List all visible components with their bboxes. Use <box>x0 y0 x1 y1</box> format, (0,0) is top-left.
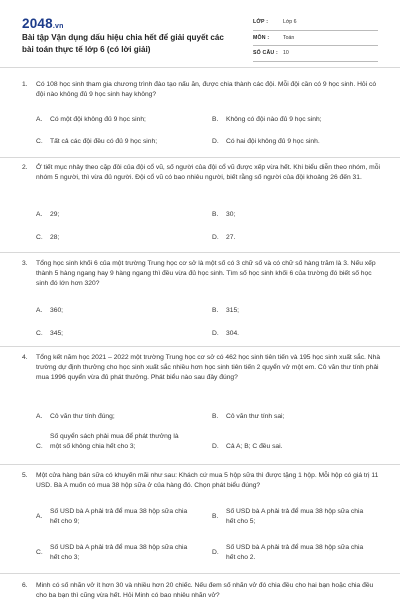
meta-row-grade <box>253 15 378 31</box>
option-text: 315; <box>226 307 240 314</box>
option-key: D. <box>212 234 219 241</box>
divider <box>0 252 400 253</box>
option-key: D. <box>212 549 219 556</box>
option-key: A. <box>36 307 43 314</box>
option-5a[interactable] <box>36 507 196 529</box>
question-4 <box>22 353 382 384</box>
option-text: 27. <box>226 234 236 241</box>
question-number: 2. <box>22 164 28 171</box>
option-key: C. <box>36 234 43 241</box>
question-number: 1. <box>22 81 28 88</box>
worksheet-title: Bài tập Vận dụng dấu hiệu chia hết để giải quyết các bài toán thực tế lớp 6 (có lời giải) <box>22 33 224 54</box>
divider <box>0 573 400 574</box>
option-text: Số quyển sách phải mua để phát thưởng là một số không chia hết cho 3; <box>50 433 179 450</box>
option-key: B. <box>212 413 219 420</box>
question-text: Một cửa hàng bán sữa có khuyến mãi như sau: Khách cứ mua 5 hộp sữa thì được tặng 1 hộp. Mỗi hộp có giá trị 11 USD. Bà A muốn có mua 38 hộp sữa ở của hàng đó. Chọn phát biểu đúng? <box>36 472 379 490</box>
question-text: Tổng học sinh khối 6 của một trường Trung học cơ sở là một số có 3 chữ số và có chữ số hàng trăm là 3. Nếu xếp thành 5 hàng ngang hay 9 hàng ngang thì đều vừa đủ học sinh. Tìm số học sinh khối 6 của trường đó biết số học sinh đó lớn hơn 320? <box>36 260 376 288</box>
question-text: Có 108 học sinh tham gia chương trình đào tạo nấu ăn, được chia thành các đội. Mỗi đội cần có 9 học sinh. Hỏi có đội nào không đủ 9 học sinh hay không? <box>36 81 377 99</box>
meta-label: LỚP : <box>253 19 269 26</box>
question-5 <box>22 471 382 491</box>
option-text: 360; <box>50 307 64 314</box>
question-text: Minh có số nhãn vở ít hơn 30 và nhiều hơn 20 chiếc. Nếu đem số nhãn vở đó chia đều cho hai bạn hoặc chia đều cho ba bạn thì cũng vừa hết. Hỏi Minh có bao nhiêu nhãn vở? <box>36 582 374 600</box>
divider <box>0 157 400 158</box>
option-text: Số USD bà A phải trả để mua 38 hộp sữa chia hết cho 9; <box>50 508 188 525</box>
question-number: 6. <box>22 582 28 589</box>
option-key: B. <box>212 211 219 218</box>
option-text: Cả A; B; C đều sai. <box>226 443 283 450</box>
option-text: Số USD bà A phải trả để mua 38 hộp sữa chia hết cho 5; <box>226 508 364 525</box>
option-key: B. <box>212 116 219 123</box>
option-key: C. <box>36 138 43 145</box>
option-5b[interactable] <box>212 507 372 529</box>
divider <box>0 67 400 68</box>
question-text: Tổng kết năm học 2021 – 2022 một trường Trung học cơ sở có 462 học sinh tiên tiến và 195 học sinh xuất sắc. Nhà trường dự định thưởng cho học sinh xuất sắc nhiều hơn học sinh tiên tiến 2 quyển vở một em. Cô văn thư tính phải mua 1996 quyển vừa đủ phát thưởng. Phát biểu nào sau đây đúng? <box>36 354 381 382</box>
option-key: D. <box>212 330 219 337</box>
question-1 <box>22 80 382 100</box>
question-2 <box>22 163 382 183</box>
option-text: 28; <box>50 234 60 241</box>
option-key: C. <box>36 330 43 337</box>
question-number: 4. <box>22 354 28 361</box>
option-text: 30; <box>226 211 236 218</box>
meta-label: SỐ CÂU : <box>253 50 278 57</box>
question-text: Ở tiết mục nhảy theo cặp đôi của đội cổ vũ, số người của đội cổ vũ được xếp vừa hết. Khi biểu diễn theo nhóm, mỗi nhóm 5 người, thì vừa đủ người. Đội cổ vũ có bao nhiêu người, biết rằng số người của đội khoảng 26 đến 31. <box>36 164 380 182</box>
option-text: Có một đội không đủ 9 học sinh; <box>50 116 146 123</box>
option-key: D. <box>212 138 219 145</box>
option-text: Không có đội nào đủ 9 học sinh; <box>226 116 322 123</box>
option-key: A. <box>36 211 43 218</box>
option-text: 304. <box>226 330 240 337</box>
option-5d[interactable] <box>212 543 372 565</box>
option-text: Số USD bà A phải trả để mua 38 hộp sữa chia hết cho 2. <box>226 544 364 561</box>
option-text: 345; <box>50 330 64 337</box>
option-key: A. <box>36 513 43 520</box>
question-number: 5. <box>22 472 28 479</box>
option-text: 29; <box>50 211 60 218</box>
site-logo[interactable] <box>22 16 64 31</box>
divider <box>0 464 400 465</box>
question-3 <box>22 259 382 290</box>
question-number: 3. <box>22 260 28 267</box>
option-key: A. <box>36 413 43 420</box>
meta-row-subject <box>253 31 378 47</box>
option-4c[interactable] <box>36 432 196 462</box>
meta-label: MÔN : <box>253 34 270 41</box>
meta-value: Toán <box>283 34 295 41</box>
logo-text: 2048 <box>22 16 53 31</box>
worksheet-meta-table <box>253 15 378 62</box>
option-5c[interactable] <box>36 543 196 565</box>
logo-suffix: .vn <box>52 23 64 30</box>
meta-row-count <box>253 46 378 62</box>
option-key: B. <box>212 307 219 314</box>
option-text: Cô văn thư tính sai; <box>226 413 285 420</box>
option-text: Cô văn thư tính đúng; <box>50 413 115 420</box>
option-key: B. <box>212 513 219 520</box>
question-6 <box>22 581 382 600</box>
option-key: A. <box>36 116 43 123</box>
option-text: Có hai đội không đủ 9 học sinh. <box>226 138 320 145</box>
meta-value: Lớp 6 <box>283 19 297 26</box>
worksheet-header <box>0 0 400 66</box>
option-key: C. <box>36 549 43 556</box>
divider <box>0 346 400 347</box>
option-text: Tất cả các đội đều có đủ 9 học sinh; <box>50 138 158 145</box>
option-key: D. <box>212 443 219 450</box>
meta-value: 10 <box>283 50 289 57</box>
option-key: C. <box>36 443 43 450</box>
option-text: Số USD bà A phải trả để mua 38 hộp sữa chia hết cho 3; <box>50 544 188 561</box>
